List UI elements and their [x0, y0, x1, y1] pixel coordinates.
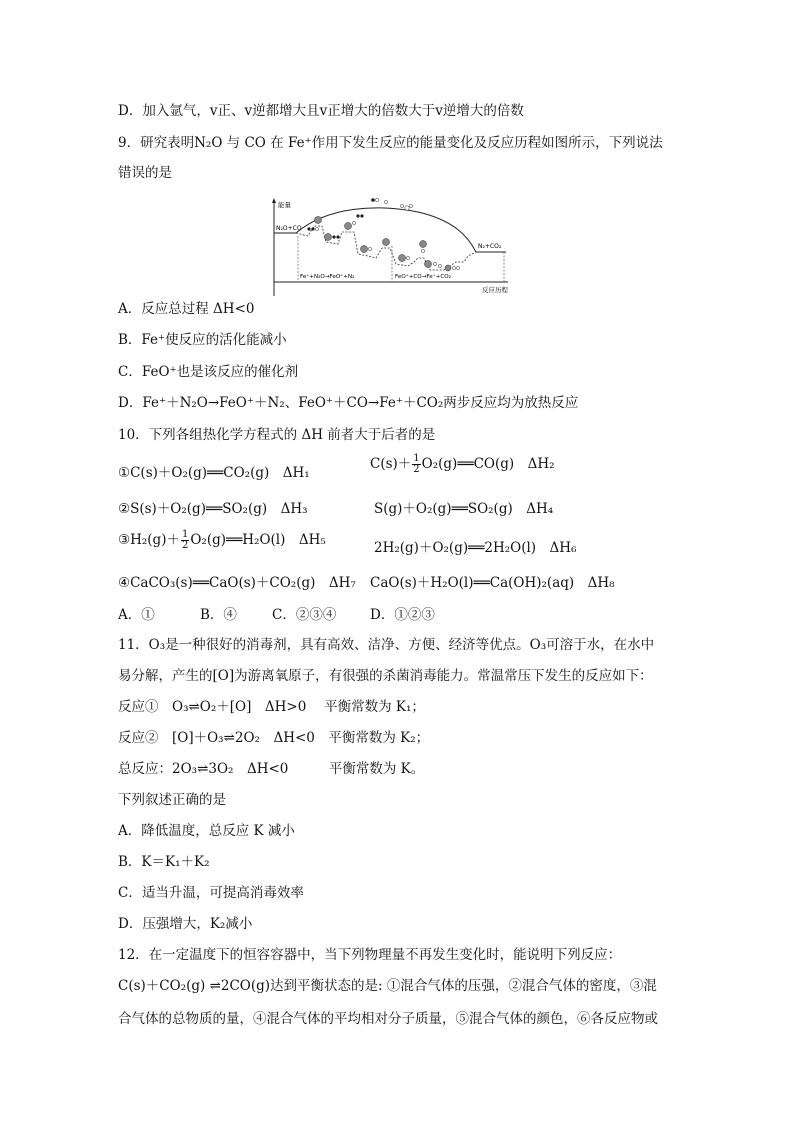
q12-stem-line3: 合气体的总物质的量，④混合气体的平均相对分子质量，⑤混合气体的颜色，⑥各反应物或: [118, 1011, 658, 1027]
fraction-denominator: 2: [413, 464, 420, 475]
q10-eq2b: S(g)＋O₂(g)══SO₂(g) ΔH₄: [374, 501, 554, 517]
y-axis-arrow: [272, 198, 276, 203]
x-axis-label: 反应历程: [482, 286, 508, 294]
q11-reaction-1: 反应① O₃⇌O₂＋[O] ΔH>0 平衡常数为 K₁；: [118, 699, 425, 715]
fraction-numerator: 1: [181, 529, 189, 540]
q11-total-reaction: 总反应：2O₃⇌3O₂ ΔH<0 平衡常数为 K。: [118, 761, 425, 777]
catalysed-pathway: [296, 226, 476, 270]
q10-eq3a-post: O₂(g)══H₂O(l) ΔH₅: [190, 532, 326, 548]
fraction-denominator: 2: [181, 540, 189, 551]
q9-option-d: D．Fe⁺＋N₂O→FeO⁺＋N₂、FeO⁺＋CO→Fe⁺＋CO₂两步反应均为放热反应: [118, 395, 579, 411]
molecule-models: [307, 198, 459, 271]
q9-option-a: A．反应总过程 ΔH<0: [118, 301, 255, 317]
q10-option-a: A．①: [118, 607, 155, 623]
q10-eq4a: ④CaCO₃(s)══CaO(s)＋CO₂(g) ΔH₇: [118, 575, 356, 591]
fraction-half: [412, 454, 420, 475]
q10-eq3a: [118, 530, 326, 551]
q10-eq1b-pre: C(s)＋: [370, 456, 412, 472]
q10-eq1a: ①C(s)＋O₂(g)══CO₂(g) ΔH₁: [118, 465, 310, 481]
y-axis-label: 能量: [278, 201, 291, 209]
q10-option-b: B．④: [200, 607, 237, 623]
q9-stem-line2: 错误的是: [118, 165, 172, 181]
q11-stem-line2: 易分解，产生的[O]为游离氧原子，有很强的杀菌消毒能力。常温常压下发生的反应如下：: [118, 668, 653, 684]
q10-eq3a-pre: ③H₂(g)＋: [118, 532, 180, 548]
q11-reaction-2: 反应② [O]＋O₃⇌2O₂ ΔH<0 平衡常数为 K₂；: [118, 730, 430, 746]
q11-ask: 下列叙述正确的是: [118, 792, 226, 808]
q9-stem-line1: 9．研究表明N₂O 与 CO 在 Fe⁺作用下发生反应的能量变化及反应历程如图所示，下列说法: [118, 135, 663, 151]
q10-eq1b-post: O₂(g)══CO(g) ΔH₂: [421, 456, 555, 472]
step1-label: Fe⁺+N₂O→FeO⁺+N₂: [300, 274, 355, 280]
q10-eq4b: CaO(s)＋H₂O(l)══Ca(OH)₂(aq) ΔH₈: [370, 575, 615, 591]
q10-option-d: D．①②③: [370, 607, 435, 623]
step2-label: FeO⁺+CO→Fe⁺+CO₂: [395, 274, 451, 280]
q10-eq1b: [370, 454, 555, 475]
q8-option-d: D．加入氩气，v正、v逆都增大且v正增大的倍数大于v逆增大的倍数: [118, 103, 524, 119]
reactant-label: N₂O+CO: [276, 225, 302, 232]
fraction-numerator: 1: [413, 453, 420, 464]
q9-option-c: C．FeO⁺也是该反应的催化剂: [118, 364, 299, 380]
q11-option-a: A．降低温度，总反应 K 减小: [118, 823, 295, 839]
q11-option-d: D．压强增大，K₂减小: [118, 916, 253, 932]
q10-option-c: C．②③④: [272, 607, 337, 623]
q11-option-b: B．K＝K₁＋K₂: [118, 854, 210, 870]
product-label: N₂+CO₂: [478, 243, 502, 250]
q10-eq2a: ②S(s)＋O₂(g)══SO₂(g) ΔH₃: [118, 501, 308, 517]
energy-profile-figure: [268, 196, 512, 298]
fraction-half: [181, 530, 189, 551]
q12-stem-line1: 12．在一定温度下的恒容容器中，当下列物理量不再发生变化时，能说明下列反应：: [118, 947, 622, 963]
q12-stem-line2: C(s)＋CO₂(g) ⇌2CO(g)达到平衡状态的是: ①混合气体的压强，②混合气体的密度，③混: [118, 978, 657, 994]
q11-stem-line1: 11．O₃是一种很好的消毒剂，具有高效、洁净、方便、经济等优点。O₃可溶于水，在水中: [118, 637, 655, 653]
q10-eq3b: 2H₂(g)＋O₂(g)══2H₂O(l) ΔH₆: [374, 540, 577, 556]
q10-stem: 10．下列各组热化学方程式的 ΔH 前者大于后者的是: [118, 427, 436, 443]
q11-option-c: C．适当升温，可提高消毒效率: [118, 885, 304, 901]
q9-option-b: B．Fe⁺使反应的活化能减小: [118, 332, 287, 348]
